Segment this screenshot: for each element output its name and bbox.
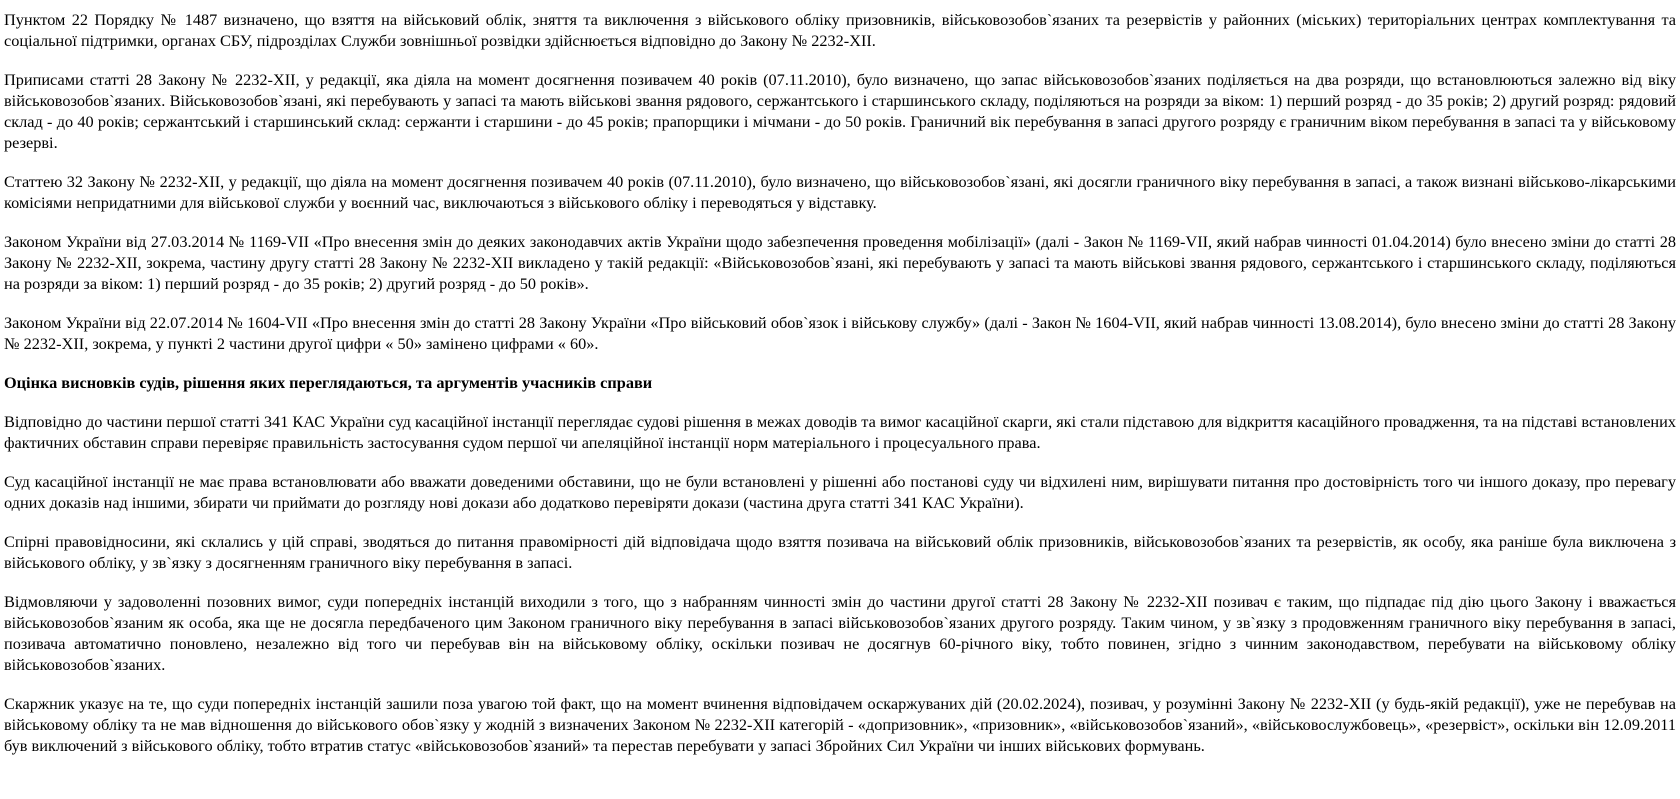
section-heading: Оцінка висновків судів, рішення яких переглядаються, та аргументів учасників справи [4,373,653,392]
paragraph-article-32: Статтею 32 Закону № 2232-XII, у редакції, що діяла на момент досягнення позивачем 40 років (07.11.2010), було визначено, що військовозобов`язані, які досягли граничного віку перебування в запасі, а також визнані військово-лікарськими комісіями непридатними для військової служби у воєнний час, виключаються з військового обліку і переводяться у відставку. [4,172,1676,212]
paragraph-lower-courts-reasoning: Відмовляючи у задоволенні позовних вимог, суди попередніх інстанцій виходили з того, що з набранням чинності змін до частини другої статті 28 Закону № 2232-XII позивач є таким, що підпадає під дію цього Закону і вважається військовозобов`язаним як особа, яка ще не досягла передбаченого цим Законом граничного віку перебування в запасі військовозобов`язаних другого розряду. Таким чином, у зв`язку з продовженням граничного віку перебування в запасі, позивача автоматично поновлено, незалежно від того чи перебував він на військовому обліку, оскільки позивач не досягнув 60-річного віку, тобто повинен, згідно з чинним законодавством, перебувати на військовому обліку військовозобов`язаних. [4,592,1676,674]
paragraph-appellant-arguments: Скаржник указує на те, що суди попередніх інстанцій зашили поза увагою той факт, що на момент вчинення відповідачем оскаржуваних дій (20.02.2024), позивач, у розумінні Закону № 2232-XII (у будь-якій редакції), уже не перебував на військовому обліку та не мав відношення до військового обов`язку у жодній з визначених Законом № 2232-XII категорій - «допризовник», «призовник», «військовозобов`язаний», «військовослужбовець», «резервіст», оскільки він 12.09.2011 був виключений з військового обліку, тобто втратив статус «військовозобов`язаний» та перестав перебувати у запасі Збройних Сил України чи інших військових формувань. [4,694,1676,755]
paragraph-article-28-original: Приписами статті 28 Закону № 2232-XII, у редакції, яка діяла на момент досягнення позивачем 40 років (07.11.2010), було визначено, що запас військовозобов`язаних поділяється на два розряди, що встановлюються залежно від віку військовозобов`язаних. Військовозобов`язані, які перебувають у запасі та мають військові звання рядового, сержантського і старшинського складу, поділяються на розряди за віком: 1) перший розряд - до 35 років; 2) другий розряд: рядовий склад - до 40 років; сержантський і старшинський склад: сержанти і старшини - до 45 років; прапорщики і мічмани - до 50 років. Граничний вік перебування в запасі другого розряду є граничним віком перебування в запасі та у військовому резерві. [4,70,1676,152]
paragraph-article-341-part-2: Суд касаційної інстанції не має права встановлювати або вважати доведеними обставини, що не були встановлені у рішенні або постанові суду чи відхилені ним, вирішувати питання про достовірність того чи іншого доказу, про перевагу одних доказів над іншими, збирати чи приймати до розгляду нові докази або додатково перевіряти докази (частина друга статті 341 КАС України). [4,472,1676,512]
paragraph-order-1487: Пунктом 22 Порядку № 1487 визначено, що взяття на військовий облік, зняття та виключення з військового обліку призовників, військовозобов`язаних та резервістів у районних (міських) територіальних центрах комплектування та соціальної підтримки, органах СБУ, підрозділах Служби зовнішньої розвідки здійснюється відповідно до Закону № 2232-XII. [4,10,1676,50]
paragraph-law-1169: Законом України від 27.03.2014 № 1169-VII «Про внесення змін до деяких законодавчих актів України щодо забезпечення проведення мобілізації» (далі - Закон № 1169-VII, який набрав чинності 01.04.2014) було внесено зміни до статті 28 Закону № 2232-XII, зокрема, частину другу статті 28 Закону № 2232-XII викладено у такій редакції: «Військовозобов`язані, які перебувають у запасі та мають військові звання рядового, сержантського і старшинського складу, поділяються на розряди за віком: 1) перший розряд - до 35 років; 2) другий розряд - до 50 років». [4,232,1676,293]
paragraph-dispute-summary: Спірні правовідносини, які склались у цій справі, зводяться до питання правомірності дій відповідача щодо взяття позивача на військовий облік призовників, військовозобов`язаних та резервістів, як особу, яка раніше була виключена з військового обліку, у зв`язку з досягненням граничного віку перебування в запасі. [4,532,1676,572]
paragraph-law-1604: Законом України від 22.07.2014 № 1604-VII «Про внесення змін до статті 28 Закону України «Про військовий обов`язок і військову службу» (далі - Закон № 1604-VII, який набрав чинності 13.08.2014), було внесено зміни до статті 28 Закону № 2232-XII, зокрема, у пункті 2 частини другої цифри « 50» замінено цифрами « 60». [4,313,1676,353]
paragraph-article-341-part-1: Відповідно до частини першої статті 341 КАС України суд касаційної інстанції переглядає судові рішення в межах доводів та вимог касаційної скарги, які стали підставою для відкриття касаційного провадження, та на підставі встановлених фактичних обставин справи перевіряє правильність застосування судом першої чи апеляційної інстанції норм матеріального і процесуального права. [4,412,1676,452]
